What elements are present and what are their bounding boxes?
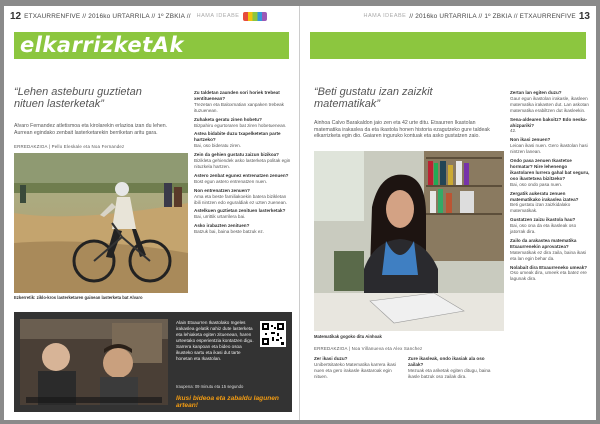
qa-item: Astea bidabite duzu txapelketetan parte hartzeko? Bai, oso bideratu ziren. [194, 131, 281, 149]
header-run: ETXAURRENFIVE // 2016ko URTARRILA // 1º ZBKIA // [24, 12, 191, 20]
cyclist-photo [14, 153, 188, 293]
photo-caption: Matematikak gogoko ditu Ainhoak [314, 334, 382, 339]
qa-item: Sena-aldearen bakoitz? Edo neska-ahizpariki? 42. [510, 116, 588, 134]
magazine-logo-icon [243, 12, 267, 21]
qa-item: Zertan lan egiten duzu? Gaur egun ikastolan irakasle, ikasleen matematika irakasten dut. Lan askotan matematika erabiltzen dut ikasleekin. [510, 90, 589, 113]
qa-column [510, 90, 590, 285]
qa-item: Zailo da arakastea matematika Etxaurrenekin aprovatzea? Matematikak ez dira zaila, baina ikasi eta lan egin behar da. [510, 237, 587, 261]
interview-quote: “Lehen asteburu guztietan nituen lasterketak” [14, 86, 142, 110]
page-header [4, 9, 299, 23]
left-page [4, 6, 300, 420]
qa-item: Zein da gehien gustatu zaizun bizikoa? Bizikleta gehiendek asko lasterketa politak egin nituzkela hartzen. [194, 152, 291, 169]
qa-item: Zergatik aukeratu zenuen matematikako irakaslea izatea? Beti gustatu izan zaizkidalako matematikak. [510, 190, 579, 214]
qa-item: Gustatzen zaizu ikastola hau? Bai, oso ona da eta ikasleak oso jatorrak dira. [510, 217, 577, 235]
qa-item: Ondo pasa zenuen Ikastetxe hormatar? Nire lehenengo ikastolaren lurrera gahal bat seguru, oso ikastetxea bizitzeko? Bai, oso ondo pasa nuen. [510, 158, 590, 187]
qa-item: Astelkuen guztietan zenituen lasterketak? Bai, urrittik urtarrilera bai. [194, 208, 286, 220]
right-page [300, 6, 596, 420]
page-number: 12 [10, 10, 22, 22]
video-duration: Iraupena: 09 minutu eta 15 segundo [176, 384, 244, 389]
magazine-name: HAMA IDEABE [196, 13, 240, 19]
interview-lead: Alvaro Fernandez atletismoa eta kirolarekin erlazioa izan du lehen. Aurrean egindako zenbait lasterketarekin berriketan aritu gara. [14, 123, 168, 136]
section-title: elkarrizketAk [20, 33, 184, 57]
qa-item: Non ikasi zenuen? Leioan ikasi nuen. Gero ikastolan hasi nintzen lanean. [510, 137, 588, 155]
qa-item: Zuhaketa geratu zinen hobetu? Bizpahiru egurtoraren bat ziren hobetuenean. [194, 116, 287, 128]
photo-caption: Ezkerretik: ziklo-kros lasterketaren gainean lasterketa bat Alvaro [14, 295, 143, 300]
section-banner [14, 32, 289, 59]
qa-item: Nolabait dira Etxaurreneko umeak? Oso umeak dira, umeek eta batez ere lagunak dira. [510, 264, 588, 282]
qa-item: Zu taldetan zaunden sori horiek trebeat xentituenean? Trezetan eta Baloxmatian xanpaken trebeak ituzuenean. [194, 90, 284, 113]
magazine-spread [4, 6, 596, 420]
page-number: 13 [578, 10, 590, 22]
interview-credit: ERREDAKZIOA | Noa Villanueva eta Alex Sanchez [314, 346, 423, 351]
page-header [300, 9, 596, 23]
video-description: Alain Etxaurren Ikastolako Ingeles irakaslea gelatik nahiz dute lasterketa eta lehiaketa egiten zituenean, haren urteetako esperientzia kontatzen digu. Sarrera kanpoan eta bideo osoa ikusteko sartu eta ikasi dut tarte honetan eta Ikastolan. [176, 320, 254, 361]
section-banner [310, 32, 586, 59]
video-box [14, 312, 292, 412]
qa-item: Astero zenbat egunez entrenatzen zenuen? Bost egun astero entrenatzen nuen. [194, 172, 289, 184]
interview-lead: Ainhoa Calvo Barakaldon jaio zen eta 42 urte ditu. Etxaurren Ikastolan matematika irakaslea da eta ikastola honen historia ezagutzeko gure taldeak elkarrizketa egin dio. Gaiaren inguruko kontuak eta asko gustatzen zaio. [314, 120, 490, 140]
interview-quote: “Beti gustatu izan zaizkit matematikak” [314, 86, 433, 110]
qa-column [194, 90, 292, 238]
qa-bottom-column: Zure ikasleak, ondo ikasiak ala oso zailak? Mezuak eta ariketak egiten ditugu, baina ikasle batzuk oso zailak dira. [408, 356, 491, 379]
video-cta[interactable]: Ikusi bideoa eta zabaldu lagunen artean! [176, 395, 279, 409]
video-thumbnail[interactable] [20, 319, 168, 405]
qa-bottom-column: Zer ikasi duzu? Unibertsitateko Matematika karrera ikasi nuen eta gero irakasle ikastaroak egin nituen. [314, 356, 396, 379]
magazine-name: HAMA IDEABE [363, 13, 407, 19]
interview-credit: ERREDAKZIOA | Pello Eleskale eta Noa Fernandez [14, 144, 125, 149]
header-run: // 2016ko URTARRILA // 1º ZBKIA // ETXAURRENFIVE [409, 12, 576, 20]
teacher-photo [314, 151, 504, 331]
qa-item: Asko irabazten zenituen? Batzuk bai, baina beste batzuk ez. [194, 223, 264, 235]
qa-item: Non entrenatzen zenuen? Ama eta beste familiakoekin batera bizikletan ibili nintzen edo eguraldiak ez uzten zuenean. [194, 187, 287, 205]
qr-code-icon[interactable] [260, 321, 286, 347]
